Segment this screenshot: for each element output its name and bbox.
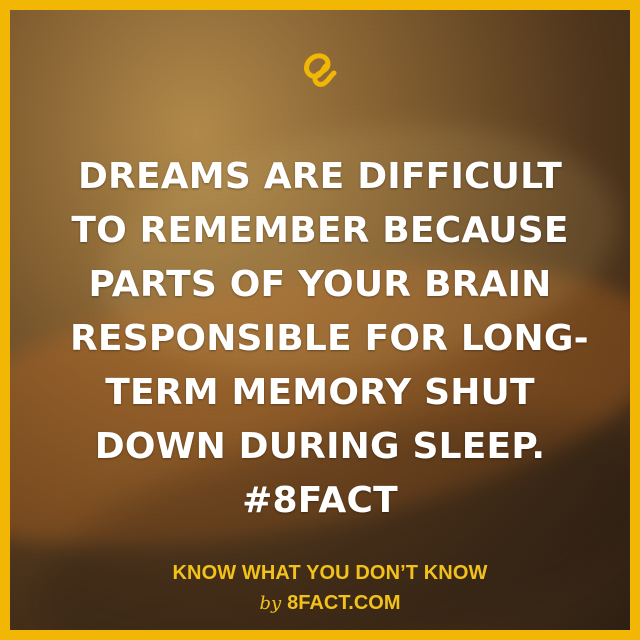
headline-line: TERM MEMORY SHUT xyxy=(105,372,535,413)
headline-line: RESPONSIBLE FOR LONG- xyxy=(70,318,589,359)
infinity-8-icon xyxy=(299,49,341,91)
headline-line: TO REMEMBER BECAUSE xyxy=(71,210,569,251)
by-label: by xyxy=(259,593,282,614)
headline-line: DOWN DURING SLEEP. xyxy=(94,426,546,467)
tagline: KNOW WHAT YOU DON’T KNOW xyxy=(172,562,488,584)
headline-hashtag: #8FACT xyxy=(242,480,398,521)
site-name: 8FACT.COM xyxy=(287,592,401,614)
site-credit xyxy=(10,591,640,616)
headline-line: DREAMS ARE DIFFICULT xyxy=(77,156,563,197)
headline-line: PARTS OF YOUR BRAIN xyxy=(88,264,552,305)
fact-headline xyxy=(70,150,589,528)
